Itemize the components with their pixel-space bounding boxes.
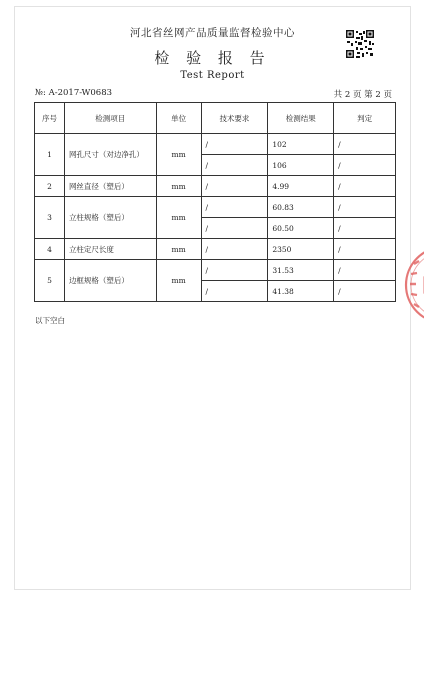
- verdict-cell: /: [334, 155, 396, 176]
- verdict-cell: /: [334, 281, 396, 302]
- table-row: [35, 239, 396, 260]
- col-header-item: 检测项目: [64, 103, 156, 134]
- result-cell: 4.99: [268, 176, 334, 197]
- report-meta: [35, 88, 392, 100]
- organization-name: 河北省丝网产品质量监督检验中心: [130, 27, 295, 39]
- end-of-content-note: 以下空白: [35, 316, 65, 325]
- result-cell: 31.53: [268, 260, 334, 281]
- item-unit: mm: [156, 197, 201, 239]
- item-number: 2: [35, 176, 65, 197]
- verdict-cell: /: [334, 134, 396, 155]
- col-header-requirement: 技术要求: [201, 103, 268, 134]
- requirement-cell: /: [201, 197, 268, 218]
- table-row: [35, 176, 396, 197]
- item-name: 网丝直径（塑后）: [64, 176, 156, 197]
- item-name: 边框规格（塑后）: [64, 260, 156, 302]
- result-cell: 106: [268, 155, 334, 176]
- item-number: 3: [35, 197, 65, 239]
- requirement-cell: /: [201, 239, 268, 260]
- col-header-no: 序号: [35, 103, 65, 134]
- result-cell: 41.38: [268, 281, 334, 302]
- report-page: [14, 6, 411, 590]
- report-title: 检 验 报 告: [154, 49, 271, 67]
- qr-code-icon: [345, 29, 375, 59]
- item-unit: mm: [156, 239, 201, 260]
- item-name: 网孔尺寸（对边净孔）: [64, 134, 156, 176]
- col-header-result: 检测结果: [268, 103, 334, 134]
- table-row: [35, 260, 396, 281]
- col-header-unit: 单位: [156, 103, 201, 134]
- item-name: 立柱规格（塑后）: [64, 197, 156, 239]
- verdict-cell: /: [334, 239, 396, 260]
- item-number: 4: [35, 239, 65, 260]
- item-name: 立柱定尺长度: [64, 239, 156, 260]
- item-unit: mm: [156, 134, 201, 176]
- report-subtitle: Test Report: [180, 70, 245, 81]
- page-count: 共 2 页 第 2 页: [333, 90, 392, 100]
- col-header-verdict: 判定: [334, 103, 396, 134]
- item-number: 5: [35, 260, 65, 302]
- result-cell: 60.50: [268, 218, 334, 239]
- requirement-cell: /: [201, 155, 268, 176]
- item-unit: mm: [156, 260, 201, 302]
- test-results-table: [34, 102, 396, 302]
- result-cell: 2350: [268, 239, 334, 260]
- item-unit: mm: [156, 176, 201, 197]
- verdict-cell: /: [334, 218, 396, 239]
- requirement-cell: /: [201, 260, 268, 281]
- requirement-cell: /: [201, 218, 268, 239]
- requirement-cell: /: [201, 134, 268, 155]
- verdict-cell: /: [334, 197, 396, 218]
- table-header-row: [35, 103, 396, 134]
- result-cell: 60.83: [268, 197, 334, 218]
- report-number: №: A-2017-W0683: [35, 88, 113, 98]
- item-number: 1: [35, 134, 65, 176]
- official-seal-stamp-icon: [400, 242, 424, 328]
- requirement-cell: /: [201, 176, 268, 197]
- requirement-cell: /: [201, 281, 268, 302]
- table-row: [35, 197, 396, 218]
- verdict-cell: /: [334, 260, 396, 281]
- result-cell: 102: [268, 134, 334, 155]
- table-row: [35, 134, 396, 155]
- verdict-cell: /: [334, 176, 396, 197]
